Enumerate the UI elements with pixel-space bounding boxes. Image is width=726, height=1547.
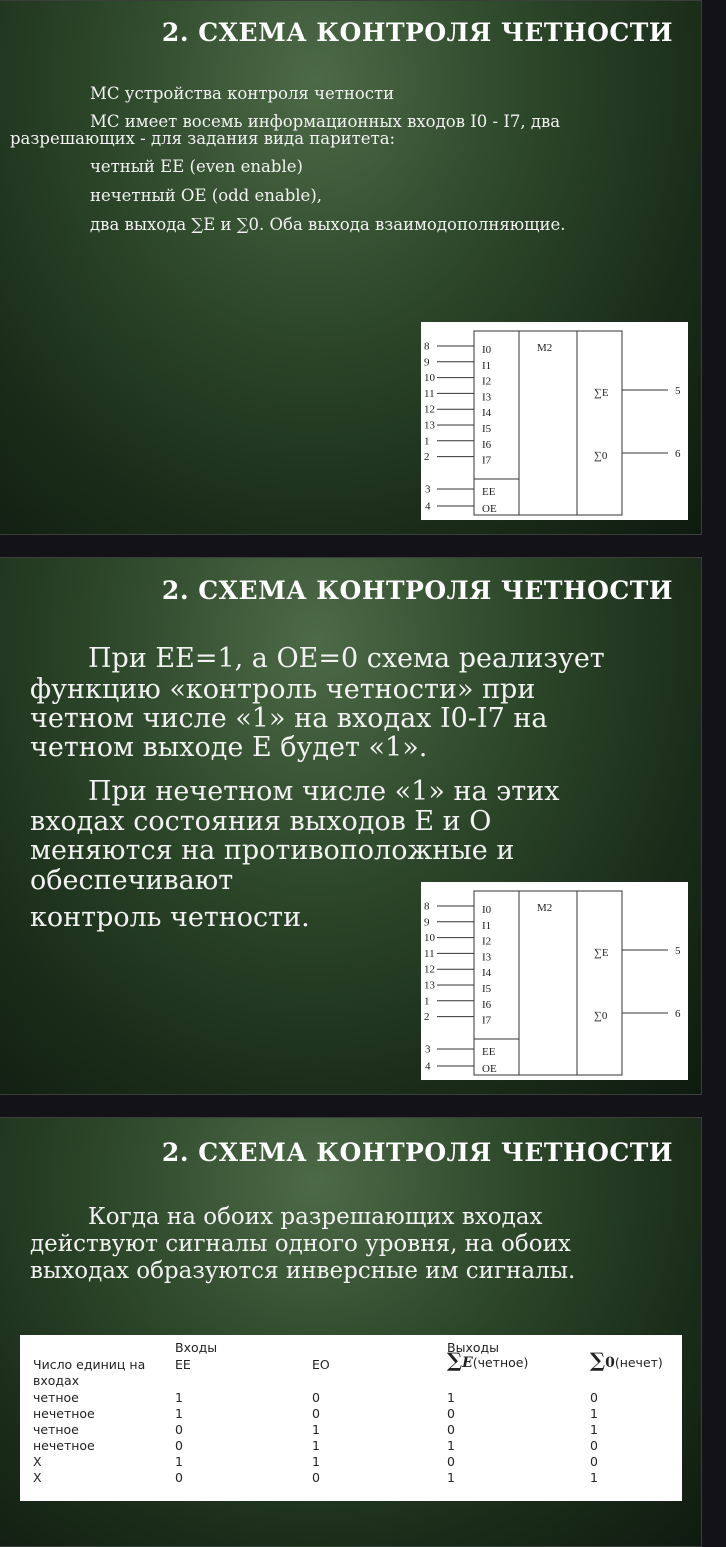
chip-outline — [474, 331, 622, 515]
slide-3 — [0, 1117, 702, 1547]
input-label: I7 — [482, 454, 492, 467]
table-cell: 1 — [590, 1470, 598, 1485]
input-label: I6 — [482, 438, 492, 451]
pin-number: 10 — [424, 372, 435, 385]
pin-number: 12 — [424, 963, 435, 976]
input-label: I3 — [482, 391, 492, 404]
input-label: I4 — [482, 407, 492, 420]
body-line: Когда на обоих разрешающих входах — [88, 1204, 543, 1230]
pin-number: 9 — [424, 356, 430, 369]
enable-label: OE — [482, 503, 497, 515]
pin-number: 1 — [424, 435, 430, 448]
chip-label: M2 — [537, 342, 553, 354]
row-label: нечетное — [33, 1438, 95, 1453]
input-label: I6 — [482, 998, 492, 1011]
table-cell: 0 — [312, 1390, 320, 1405]
table-cell: 1 — [447, 1390, 455, 1405]
row-label: нечетное — [33, 1406, 95, 1421]
pin-number: 4 — [425, 500, 431, 513]
row-label: четное — [33, 1422, 79, 1437]
row-label: X — [33, 1470, 42, 1485]
pin-number: 2 — [424, 1011, 430, 1024]
slide-1 — [0, 0, 702, 535]
column-header-sum-e: ∑E(четное) — [447, 1348, 529, 1372]
table-cell: 0 — [312, 1406, 320, 1421]
table-cell: 1 — [447, 1470, 455, 1485]
column-header-count: Число единиц на — [33, 1357, 146, 1372]
pin-number: 3 — [425, 1043, 431, 1056]
column-header-eo: EO — [312, 1357, 330, 1372]
body-line: нечетный ОЕ (odd enable), — [90, 186, 323, 205]
body-line: четном выходе Е будет «1». — [30, 732, 428, 763]
pin-number: 8 — [424, 900, 430, 913]
input-label: I3 — [482, 951, 492, 964]
output-label: ∑E — [594, 387, 609, 399]
body-line: контроль четности. — [30, 902, 310, 933]
body-line: функцию «контроль четности» при — [30, 674, 536, 705]
body-line: действуют сигналы одного уровня, на обоих — [30, 1231, 571, 1257]
table-cell: 0 — [312, 1470, 320, 1485]
pin-number: 10 — [424, 932, 435, 945]
table-cell: 0 — [590, 1438, 598, 1453]
column-header-sum-o: ∑0(нечет) — [590, 1348, 663, 1372]
table-cell: 0 — [590, 1390, 598, 1405]
body-line: выходах образуются инверсные им сигналы. — [30, 1258, 576, 1284]
table-cell: 1 — [312, 1422, 320, 1437]
chip-outline — [474, 891, 622, 1075]
pin-number: 13 — [424, 419, 435, 432]
body-line: При нечетном числе «1» на этих — [88, 776, 560, 807]
table-cell: 0 — [447, 1406, 455, 1421]
table-cell: 0 — [175, 1422, 183, 1437]
sigma-icon: ∑ — [590, 1348, 606, 1372]
body-line: два выхода ∑E и ∑0. Оба выхода взаимодополняющие. — [90, 215, 566, 234]
output-label: ∑E — [594, 947, 609, 959]
chip-label: M2 — [537, 902, 553, 914]
table-cell: 0 — [175, 1470, 183, 1485]
input-label: I5 — [482, 983, 492, 995]
column-header-ee: EE — [175, 1357, 191, 1372]
table-cell: 1 — [590, 1422, 598, 1437]
pin-number: 6 — [675, 448, 681, 460]
slide-title: 2. СХЕМА КОНТРОЛЯ ЧЕТНОСТИ — [161, 18, 673, 47]
row-label: четное — [33, 1390, 79, 1405]
truth-table — [20, 1335, 682, 1501]
input-label: I1 — [482, 359, 492, 372]
body-line: При ЕЕ=1, а ОЕ=0 схема реализует — [88, 643, 605, 674]
pin-number: 11 — [424, 947, 435, 960]
table-cell: 0 — [447, 1422, 455, 1437]
parity-chip-diagram — [421, 882, 688, 1080]
table-cell: 1 — [590, 1406, 598, 1421]
pin-number: 5 — [675, 385, 681, 397]
pin-number: 4 — [425, 1060, 431, 1073]
body-line: МС имеет восемь информационных входов I0 - I7, два — [90, 112, 561, 131]
input-label: I0 — [482, 904, 492, 916]
input-label: I1 — [482, 919, 492, 932]
body-line: меняются на противоположные и — [30, 835, 515, 866]
pin-number: 8 — [424, 340, 430, 353]
sigma-icon: ∑ — [447, 1348, 463, 1372]
enable-label: EE — [482, 1046, 496, 1058]
pin-number: 1 — [424, 995, 430, 1008]
column-header-count-2: входах — [33, 1373, 80, 1388]
parity-chip-diagram — [421, 322, 688, 520]
output-label: ∑0 — [594, 1010, 608, 1022]
pin-number: 9 — [424, 916, 430, 929]
body-line: обеспечивают — [30, 865, 234, 896]
pin-number: 6 — [675, 1008, 681, 1020]
row-label: X — [33, 1454, 42, 1469]
enable-label: EE — [482, 486, 496, 498]
body-line: разрешающих - для задания вида паритета: — [10, 129, 396, 148]
table-cell: 1 — [175, 1454, 183, 1469]
pin-number: 11 — [424, 387, 435, 400]
body-line: четном числе «1» на входах I0-I7 на — [30, 703, 548, 734]
table-cell: 0 — [590, 1454, 598, 1469]
input-label: I2 — [482, 375, 492, 388]
table-cell: 1 — [447, 1438, 455, 1453]
pin-number: 5 — [675, 945, 681, 957]
input-label: I2 — [482, 935, 492, 948]
enable-label: OE — [482, 1063, 497, 1075]
body-line: МС устройства контроля четности — [90, 84, 395, 103]
table-cell: 1 — [312, 1454, 320, 1469]
table-cell: 1 — [175, 1406, 183, 1421]
body-line: четный ЕЕ (even enable) — [90, 157, 303, 176]
table-cell: 0 — [447, 1454, 455, 1469]
table-cell: 1 — [312, 1438, 320, 1453]
input-label: I5 — [482, 423, 492, 435]
input-label: I7 — [482, 1014, 492, 1027]
pin-number: 13 — [424, 979, 435, 992]
slide-title: 2. СХЕМА КОНТРОЛЯ ЧЕТНОСТИ — [161, 576, 673, 605]
table-cell: 1 — [175, 1390, 183, 1405]
pin-number: 3 — [425, 483, 431, 496]
input-label: I4 — [482, 967, 492, 980]
body-line: входах состояния выходов Е и О — [30, 806, 492, 837]
input-label: I0 — [482, 344, 492, 356]
output-label: ∑0 — [594, 450, 608, 462]
pin-number: 2 — [424, 451, 430, 464]
slide-2 — [0, 557, 702, 1095]
slide-title: 2. СХЕМА КОНТРОЛЯ ЧЕТНОСТИ — [161, 1138, 673, 1167]
table-cell: 0 — [175, 1438, 183, 1453]
group-header-inputs: Входы — [175, 1340, 218, 1355]
group-header-outputs: Выходы — [447, 1340, 500, 1355]
pin-number: 12 — [424, 403, 435, 416]
